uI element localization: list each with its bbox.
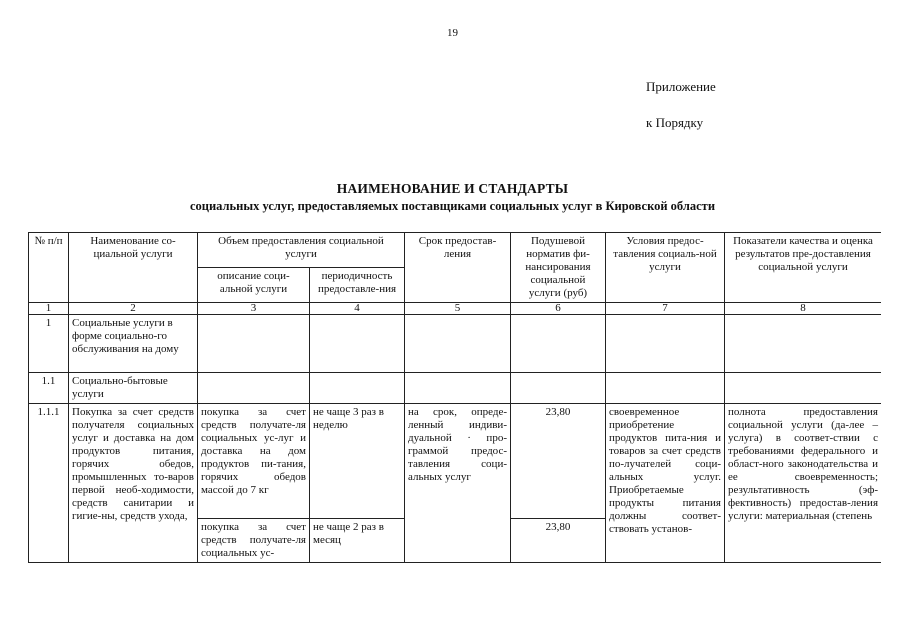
- empty-cell: [725, 315, 882, 373]
- table-row: [29, 404, 882, 519]
- document-title: НАИМЕНОВАНИЕ И СТАНДАРТЫ: [336, 181, 569, 196]
- column-number: 4: [310, 303, 405, 315]
- column-number: 8: [725, 303, 882, 315]
- service-description: покупка за счет средств получате-ля социальных ус-: [198, 519, 310, 563]
- service-norm: 23,80: [511, 404, 606, 519]
- table-row: [29, 373, 882, 404]
- empty-cell: [310, 315, 405, 373]
- document-subtitle: социальных услуг, предоставляемых поставщиками социальных услуг в Кировской области: [189, 199, 716, 213]
- service-frequency: не чаще 3 раз в неделю: [310, 404, 405, 519]
- service-norm: 23,80: [511, 519, 606, 563]
- service-conditions: своевременное приобретение продуктов пита-ния и товаров за счет средств по-лучателей соци-альных услуг. Приобретаемые продукты питания должны соответ-ствовать установ-: [606, 404, 725, 563]
- table-row: [29, 315, 882, 373]
- service-name: Социально-бытовые услуги: [69, 373, 198, 404]
- page-number: 19: [447, 27, 458, 39]
- row-number: 1: [29, 315, 69, 373]
- column-number: 6: [511, 303, 606, 315]
- empty-cell: [725, 373, 882, 404]
- header-num: № п/п: [29, 233, 69, 303]
- empty-cell: [511, 315, 606, 373]
- standards-table-container: [28, 232, 881, 582]
- empty-cell: [405, 315, 511, 373]
- row-number: 1.1.1: [29, 404, 69, 563]
- empty-cell: [606, 373, 725, 404]
- header-row-top: [29, 233, 882, 268]
- empty-cell: [198, 315, 310, 373]
- empty-cell: [606, 315, 725, 373]
- header-volume-freq: периодичность предоставле-ния: [310, 268, 405, 303]
- header-volume-desc: описание соци-альной услуги: [198, 268, 310, 303]
- row-number: 1.1: [29, 373, 69, 404]
- column-number: 2: [69, 303, 198, 315]
- column-number-row: [29, 303, 882, 315]
- header-name: Наименование со-циальной услуги: [69, 233, 198, 303]
- service-name: Социальные услуги в форме социально-го обслуживания на дому: [69, 315, 198, 373]
- header-conditions: Условия предос-тавления социаль-ной услуги: [606, 233, 725, 303]
- quality-indicators: полнота предоставления социальной услуги (да-лее – услуга) в соответ-ствии с требованиями федерального и област-ного законодательства и ее своевременность; результативность (эф-фективность) предостав-ления услуги: материальная (степень: [725, 404, 882, 563]
- standards-table: [28, 232, 881, 563]
- column-number: 7: [606, 303, 725, 315]
- service-frequency: не чаще 2 раз в месяц: [310, 519, 405, 563]
- empty-cell: [198, 373, 310, 404]
- column-number: 3: [198, 303, 310, 315]
- column-number: 5: [405, 303, 511, 315]
- header-norm: Подушевой норматив фи-нансирования социальной услуги (руб): [511, 233, 606, 303]
- column-number: 1: [29, 303, 69, 315]
- empty-cell: [405, 373, 511, 404]
- empty-cell: [511, 373, 606, 404]
- appendix-reference: к Порядку: [646, 115, 704, 130]
- service-description: покупка за счет средств получате-ля социальных ус-луг и доставка на дом продуктов пи-тания, горячих обедов массой до 7 кг: [198, 404, 310, 519]
- service-term: на срок, опреде-ленный индиви-дуальной · про-граммой предос-тавления соци-альных услуг: [405, 404, 511, 563]
- header-quality: Показатели качества и оценка результатов пре-доставления социальной услуги: [725, 233, 882, 303]
- empty-cell: [310, 373, 405, 404]
- appendix-label: Приложение: [646, 79, 716, 94]
- header-term: Срок предостав-ления: [405, 233, 511, 303]
- header-volume: Объем предоставления социальной услуги: [198, 233, 405, 268]
- service-name: Покупка за счет средств получателя социальных услуг и доставка на дом продуктов питания, горячих обедов, промышленных то-варов первой необ-ходимости, средств санитарии и гигие-ны, средств ухода,: [69, 404, 198, 563]
